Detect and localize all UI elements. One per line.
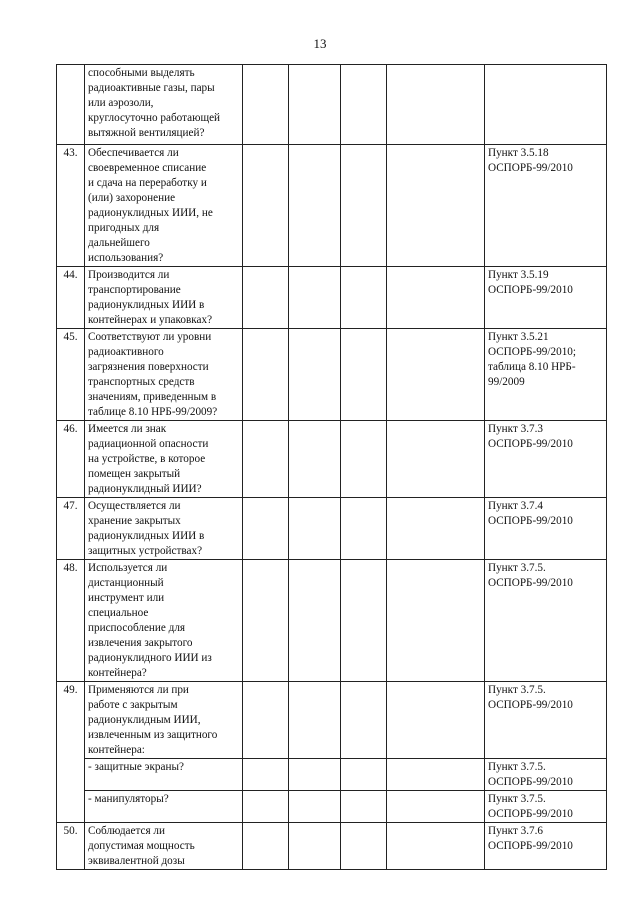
requirement-reference: Пункт 3.7.5. ОСПОРБ-99/2010 [485,560,607,682]
row-number [57,65,85,145]
answer-no-cell [289,65,341,145]
answer-na-cell [341,421,387,498]
requirement-reference: Пункт 3.7.5. ОСПОРБ-99/2010 [485,682,607,759]
answer-na-cell [341,329,387,421]
answer-yes-cell [243,759,289,791]
requirement-reference: Пункт 3.7.4 ОСПОРБ-99/2010 [485,498,607,560]
answer-yes-cell [243,329,289,421]
table-row [57,145,607,267]
question-cell: Соответствуют ли уровни радиоактивного загрязнения поверхности транспортных средств значениям, приведенным в таблице 8.10 НРБ-99/2009? [85,329,243,421]
question-cell: Обеспечивается ли своевременное списание и сдача на переработку и (или) захоронение радионуклидных ИИИ, не пригодных для дальнейшего использования? [85,145,243,267]
row-number: 47. [57,498,85,560]
requirement-reference: Пункт 3.7.5. ОСПОРБ-99/2010 [485,759,607,791]
answer-yes-cell [243,145,289,267]
note-cell [387,823,485,870]
row-number: 49. [57,682,85,823]
requirement-reference: Пункт 3.7.5. ОСПОРБ-99/2010 [485,791,607,823]
question-cell: - защитные экраны? [85,759,243,791]
answer-yes-cell [243,682,289,759]
row-number: 44. [57,267,85,329]
table-row [57,759,607,791]
requirement-reference: Пункт 3.5.18 ОСПОРБ-99/2010 [485,145,607,267]
note-cell [387,498,485,560]
note-cell [387,329,485,421]
table-row [57,560,607,682]
answer-no-cell [289,421,341,498]
answer-na-cell [341,560,387,682]
answer-no-cell [289,267,341,329]
answer-no-cell [289,560,341,682]
row-number: 45. [57,329,85,421]
answer-yes-cell [243,560,289,682]
table-row [57,791,607,823]
answer-na-cell [341,498,387,560]
note-cell [387,65,485,145]
table-row [57,267,607,329]
table-row [57,498,607,560]
answer-no-cell [289,145,341,267]
note-cell [387,421,485,498]
answer-na-cell [341,682,387,759]
requirement-reference: Пункт 3.7.6 ОСПОРБ-99/2010 [485,823,607,870]
note-cell [387,791,485,823]
answer-na-cell [341,267,387,329]
answer-na-cell [341,145,387,267]
note-cell [387,682,485,759]
page-number: 13 [313,36,327,51]
answer-no-cell [289,823,341,870]
question-cell: Осуществляется ли хранение закрытых радионуклидных ИИИ в защитных устройствах? [85,498,243,560]
checklist-table [56,64,607,870]
answer-yes-cell [243,267,289,329]
table-row [57,329,607,421]
answer-na-cell [341,65,387,145]
question-cell: - манипуляторы? [85,791,243,823]
answer-na-cell [341,759,387,791]
answer-no-cell [289,329,341,421]
row-number: 46. [57,421,85,498]
answer-no-cell [289,498,341,560]
question-cell: Имеется ли знак радиационной опасности на устройстве, в которое помещен закрытый радионуклидный ИИИ? [85,421,243,498]
requirement-reference [485,65,607,145]
requirement-reference: Пункт 3.7.3 ОСПОРБ-99/2010 [485,421,607,498]
question-cell: способными выделять радиоактивные газы, пары или аэрозоли, круглосуточно работающей вытяжной вентиляцией? [85,65,243,145]
answer-yes-cell [243,823,289,870]
requirement-reference: Пункт 3.5.21 ОСПОРБ-99/2010; таблица 8.10 НРБ- 99/2009 [485,329,607,421]
row-number: 50. [57,823,85,870]
answer-yes-cell [243,421,289,498]
question-cell: Соблюдается ли допустимая мощность эквивалентной дозы [85,823,243,870]
answer-yes-cell [243,65,289,145]
answer-no-cell [289,682,341,759]
table-row [57,823,607,870]
row-number: 48. [57,560,85,682]
answer-no-cell [289,759,341,791]
answer-na-cell [341,823,387,870]
table-row [57,65,607,145]
question-cell: Используется ли дистанционный инструмент или специальное приспособление для извлечения закрытого радионуклидного ИИИ из контейнера? [85,560,243,682]
answer-yes-cell [243,791,289,823]
note-cell [387,267,485,329]
answer-no-cell [289,791,341,823]
answer-yes-cell [243,498,289,560]
note-cell [387,560,485,682]
note-cell [387,759,485,791]
row-number: 43. [57,145,85,267]
requirement-reference: Пункт 3.5.19 ОСПОРБ-99/2010 [485,267,607,329]
question-cell: Применяются ли при работе с закрытым радионуклидным ИИИ, извлеченным из защитного контейнера: [85,682,243,759]
table-row [57,421,607,498]
note-cell [387,145,485,267]
answer-na-cell [341,791,387,823]
table-row [57,682,607,759]
question-cell: Производится ли транспортирование радионуклидных ИИИ в контейнерах и упаковках? [85,267,243,329]
